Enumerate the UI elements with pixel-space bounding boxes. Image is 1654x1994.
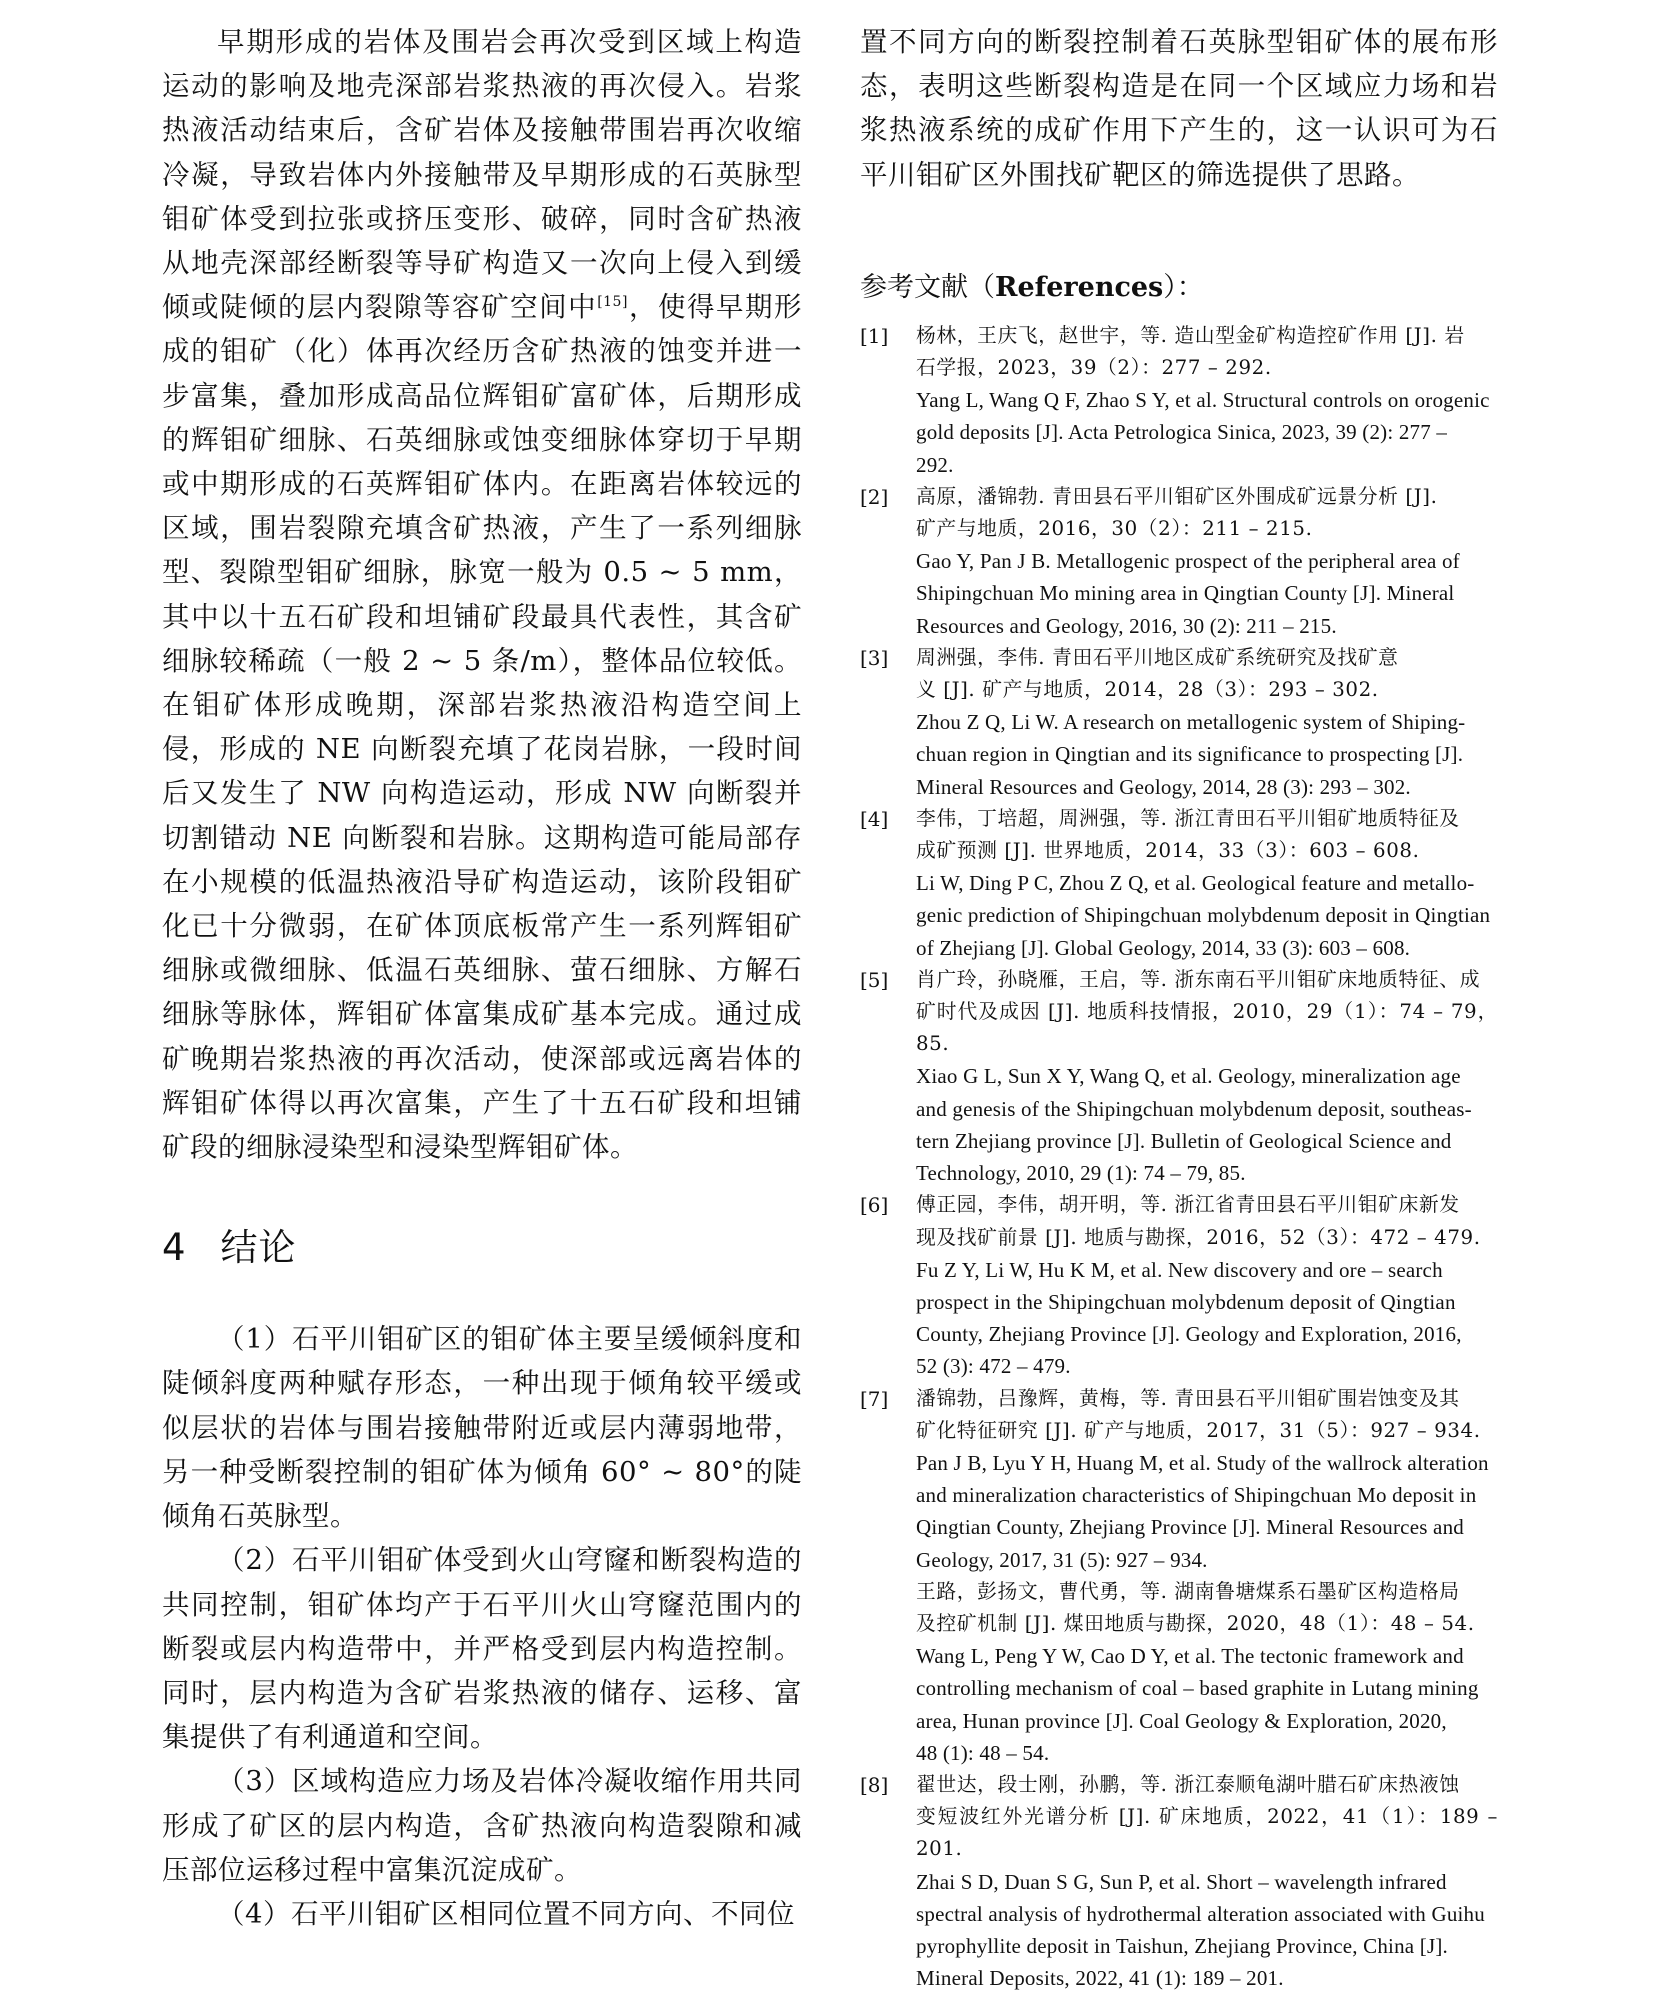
reference-line-en: Geology, 2017, 31 (5): 927 – 934. [916, 1547, 1208, 1572]
conclusion-item: （2）石平川钼矿体受到火山穹窿和断裂构造的共同控制，钼矿体均产于石平川火山穹窿范围内的断裂或层内构造带中，并严格受到层内构造控制。同时，层内构造为含矿岩浆热液的储存、运移、富集提供了有利通道和空间。 [162, 1544, 802, 1754]
reference-entry [860, 964, 1498, 1189]
reference-line-cn: 翟世达，段士刚，孙鹏，等. 浙江泰顺龟湖叶腊石矿床热液蚀 [916, 1772, 1460, 1796]
reference-entry [860, 1769, 1498, 1994]
reference-line-en: Fu Z Y, Li W, Hu K M, et al. New discovery and ore – search [916, 1257, 1443, 1282]
reference-line-cn: 义 [J]. 矿产与地质，2014，28（3）：293 – 302. [916, 678, 1379, 702]
references-list [860, 320, 1498, 1994]
reference-line-en: Gao Y, Pan J B. Metallogenic prospect of the peripheral area of [916, 549, 1460, 574]
reference-line-en: Yang L, Wang Q F, Zhao S Y, et al. Structural controls on orogenic [916, 388, 1490, 413]
reference-number: [1] [860, 323, 889, 348]
reference-line-en: Pan J B, Lyu Y H, Huang M, et al. Study of the wallrock alteration [916, 1450, 1489, 1475]
reference-line-en: of Zhejiang [J]. Global Geology, 2014, 33 (3): 603 – 608. [916, 935, 1411, 960]
reference-line-cn: 李伟，丁培超，周洲强，等. 浙江青田石平川钼矿地质特征及 [916, 806, 1460, 830]
reference-line-en: Zhou Z Q, Li W. A research on metallogenic system of Shiping- [916, 710, 1466, 735]
references-heading-cn: 参考文献（ [860, 271, 995, 303]
reference-line-en: prospect in the Shipingchuan molybdenum deposit of Qingtian [916, 1289, 1456, 1314]
reference-entry [860, 1189, 1498, 1382]
reference-line-cn: 杨林，王庆飞，赵世宇，等. 造山型金矿构造控矿作用 [J]. 岩 [916, 323, 1465, 347]
reference-line-cn: 潘锦勃，吕豫辉，黄梅，等. 青田县石平川钼矿围岩蚀变及其 [916, 1386, 1460, 1410]
reference-line-en: and mineralization characteristics of Shipingchuan Mo deposit in [916, 1483, 1477, 1508]
reference-line-cn: 矿时代及成因 [J]. 地质科技情报，2010，29（1）：74 – 79，85. [916, 1000, 1498, 1056]
reference-line-en: controlling mechanism of coal – based graphite in Lutang mining [916, 1676, 1479, 1701]
right-column [860, 20, 1498, 1994]
reference-line-en: Wang L, Peng Y W, Cao D Y, et al. The tectonic framework and [916, 1644, 1464, 1669]
reference-line-cn: 及控矿机制 [J]. 煤田地质与勘探，2020，48（1）：48 – 54. [916, 1611, 1475, 1635]
reference-number: [7] [860, 1386, 889, 1411]
reference-line-en: area, Hunan province [J]. Coal Geology & Exploration, 2020, [916, 1708, 1447, 1733]
reference-line-en: Mineral Deposits, 2022, 41 (1): 189 – 201. [916, 1966, 1284, 1991]
reference-line-cn: 石学报，2023，39（2）：277 – 292. [916, 356, 1272, 380]
reference-line-en: County, Zhejiang Province [J]. Geology and Exploration, 2016, [916, 1322, 1462, 1347]
reference-entry [860, 803, 1498, 964]
reference-line-en: Resources and Geology, 2016, 30 (2): 211 – 215. [916, 613, 1337, 638]
reference-line-cn: 矿产与地质，2016，30（2）：211 – 215. [916, 517, 1313, 541]
reference-number: [5] [860, 967, 889, 992]
reference-entry [860, 320, 1498, 481]
section-number: 4 [162, 1226, 187, 1270]
reference-line-cn: 成矿预测 [J]. 世界地质，2014，33（3）：603 – 608. [916, 839, 1420, 863]
reference-line-cn: 矿化特征研究 [J]. 矿产与地质，2017，31（5）：927 – 934. [916, 1418, 1481, 1442]
reference-entry [860, 1383, 1498, 1769]
reference-body [916, 481, 1498, 642]
reference-line-en: Shipingchuan Mo mining area in Qingtian County [J]. Mineral [916, 581, 1455, 606]
reference-line-en: 48 (1): 48 – 54. [916, 1740, 1050, 1765]
reference-line-en: Technology, 2010, 29 (1): 74 – 79, 85. [916, 1161, 1246, 1186]
reference-number: [6] [860, 1193, 889, 1218]
conclusions-list [162, 1317, 802, 1936]
reference-number: [2] [860, 484, 889, 509]
reference-line-en: chuan region in Qingtian and its significance to prospecting [J]. [916, 742, 1464, 767]
reference-line-en: gold deposits [J]. Acta Petrologica Sinica, 2023, 39 (2): 277 – [916, 420, 1448, 445]
reference-body [916, 1769, 1498, 1994]
reference-number: [4] [860, 806, 889, 831]
citation-marker: [15] [597, 294, 628, 311]
body-paragraph [162, 20, 802, 1169]
left-column [162, 20, 802, 1936]
references-heading-en: References [995, 271, 1164, 303]
reference-line-cn: 周洲强，李伟. 青田石平川地区成矿系统研究及找矿意 [916, 645, 1399, 669]
reference-entry [860, 642, 1498, 803]
reference-body [916, 1383, 1498, 1769]
reference-line-en: spectral analysis of hydrothermal alteration associated with Guihu [916, 1901, 1485, 1926]
section-heading [162, 1217, 802, 1271]
reference-line-en: Li W, Ding P C, Zhou Z Q, et al. Geological feature and metallo- [916, 871, 1475, 896]
reference-line-en: tern Zhejiang province [J]. Bulletin of Geological Science and [916, 1128, 1452, 1153]
reference-line-cn: 现及找矿前景 [J]. 地质与勘探，2016，52（3）：472 – 479. [916, 1225, 1481, 1249]
reference-body [916, 642, 1498, 803]
reference-line-en: Qingtian County, Zhejiang Province [J]. Mineral Resources and [916, 1515, 1464, 1540]
reference-body [916, 803, 1498, 964]
reference-line-en: Zhai S D, Duan S G, Sun P, et al. Short – wavelength infrared [916, 1869, 1447, 1894]
conclusion-item: （3）区域构造应力场及岩体冷凝收缩作用共同形成了矿区的层内构造，含矿热液向构造裂隙和减压部位运移过程中富集沉淀成矿。 [162, 1765, 802, 1886]
reference-body [916, 1189, 1498, 1382]
reference-line-en: Xiao G L, Sun X Y, Wang Q, et al. Geology, mineralization age [916, 1064, 1461, 1089]
conclusion-item: （1）石平川钼矿区的钼矿体主要呈缓倾斜度和陡倾斜度两种赋存形态，一种出现于倾角较平缓或似层状的岩体与围岩接触带附近或层内薄弱地带，另一种受断裂控制的钼矿体为倾角 60° ~ 80°的陡倾角石英脉型。 [162, 1323, 802, 1533]
reference-line-en: 52 (3): 472 – 479. [916, 1354, 1071, 1379]
conclusion-item: （4）石平川钼矿区相同位置不同方向、不同位 [217, 1897, 795, 1930]
conclusion-continuation: 置不同方向的断裂控制着石英脉型钼矿体的展布形态，表明这些断裂构造是在同一个区域应力场和岩浆热液系统的成矿作用下产生的，这一认识可为石平川钼矿区外围找矿靶区的筛选提供了思路。 [860, 26, 1498, 191]
reference-line-cn: 王路，彭扬文，曹代勇，等. 湖南鲁塘煤系石墨矿区构造格局 [916, 1579, 1460, 1603]
paragraph-text: 早期形成的岩体及围岩会再次受到区域上构造运动的影响及地壳深部岩浆热液的再次侵入。岩浆热液活动结束后，含矿岩体及接触带围岩再次收缩冷凝，导致岩体内外接触带及早期形成的石英脉型钼矿体受到拉张或挤压变形、破碎，同时含矿热液从地壳深部经断裂等导矿构造又一次向上侵入到缓倾或陡倾的层内裂隙等容矿空间中 [162, 26, 802, 324]
reference-line-cn: 肖广玲，孙晓雁，王启，等. 浙东南石平川钼矿床地质特征、成 [916, 967, 1481, 991]
reference-body [916, 964, 1498, 1189]
references-heading [860, 265, 1498, 304]
references-heading-end: ）： [1163, 271, 1204, 303]
reference-line-en: 292. [916, 452, 954, 477]
reference-line-cn: 变短波红外光谱分析 [J]. 矿床地质，2022，41（1）：189 – 201. [916, 1805, 1498, 1861]
paragraph-text-continued: ，使得早期形成的钼矿（化）体再次经历含矿热液的蚀变并进一步富集，叠加形成高品位辉钼矿富矿体，后期形成的辉钼矿细脉、石英细脉或蚀变细脉体穿切于早期或中期形成的石英辉钼矿体内。在距离岩体较远的区域，围岩裂隙充填含矿热液，产生了一系列细脉型、裂隙型钼矿细脉，脉宽一般为 0.5 ~ 5 mm，其中以十五石矿段和坦铺矿段最具代表性，其含矿细脉较稀疏（一般 2 ~ 5 条/m），整体品位较低。在钼矿体形成晚期，深部岩浆热液沿构造空间上侵，形成的 NE 向断裂充填了花岗岩脉，一段时间后又发生了 NW 向构造运动，形成 NW 向断裂并切割错动 NE 向断裂和岩脉。这期构造可能局部存在小规模的低温热液沿导矿构造运动，该阶段钼矿化已十分微弱，在矿体顶底板常产生一系列辉钼矿细脉或微细脉、低温石英细脉、萤石细脉、方解石细脉等脉体，辉钼矿体富集成矿基本完成。通过成矿晚期岩浆热液的再次活动，使深部或远离岩体的辉钼矿体得以再次富集，产生了十五石矿段和坦铺矿段的细脉浸染型和浸染型辉钼矿体。 [162, 291, 803, 1164]
reference-line-cn: 傅正园，李伟，胡开明，等. 浙江省青田县石平川钼矿床新发 [916, 1193, 1460, 1217]
reference-entry [860, 481, 1498, 642]
section-title: 结论 [220, 1226, 297, 1270]
reference-number: [8] [860, 1772, 889, 1797]
reference-line-cn: 高原，潘锦勃. 青田县石平川钼矿区外围成矿远景分析 [J]. [916, 484, 1438, 508]
reference-body [916, 320, 1498, 481]
reference-line-en: pyrophyllite deposit in Taishun, Zhejiang Province, China [J]. [916, 1933, 1448, 1958]
reference-line-en: genic prediction of Shipingchuan molybdenum deposit in Qingtian [916, 903, 1491, 928]
reference-line-en: and genesis of the Shipingchuan molybdenum deposit, southeas- [916, 1096, 1472, 1121]
reference-line-en: Mineral Resources and Geology, 2014, 28 (3): 293 – 302. [916, 774, 1411, 799]
reference-number: [3] [860, 645, 889, 670]
